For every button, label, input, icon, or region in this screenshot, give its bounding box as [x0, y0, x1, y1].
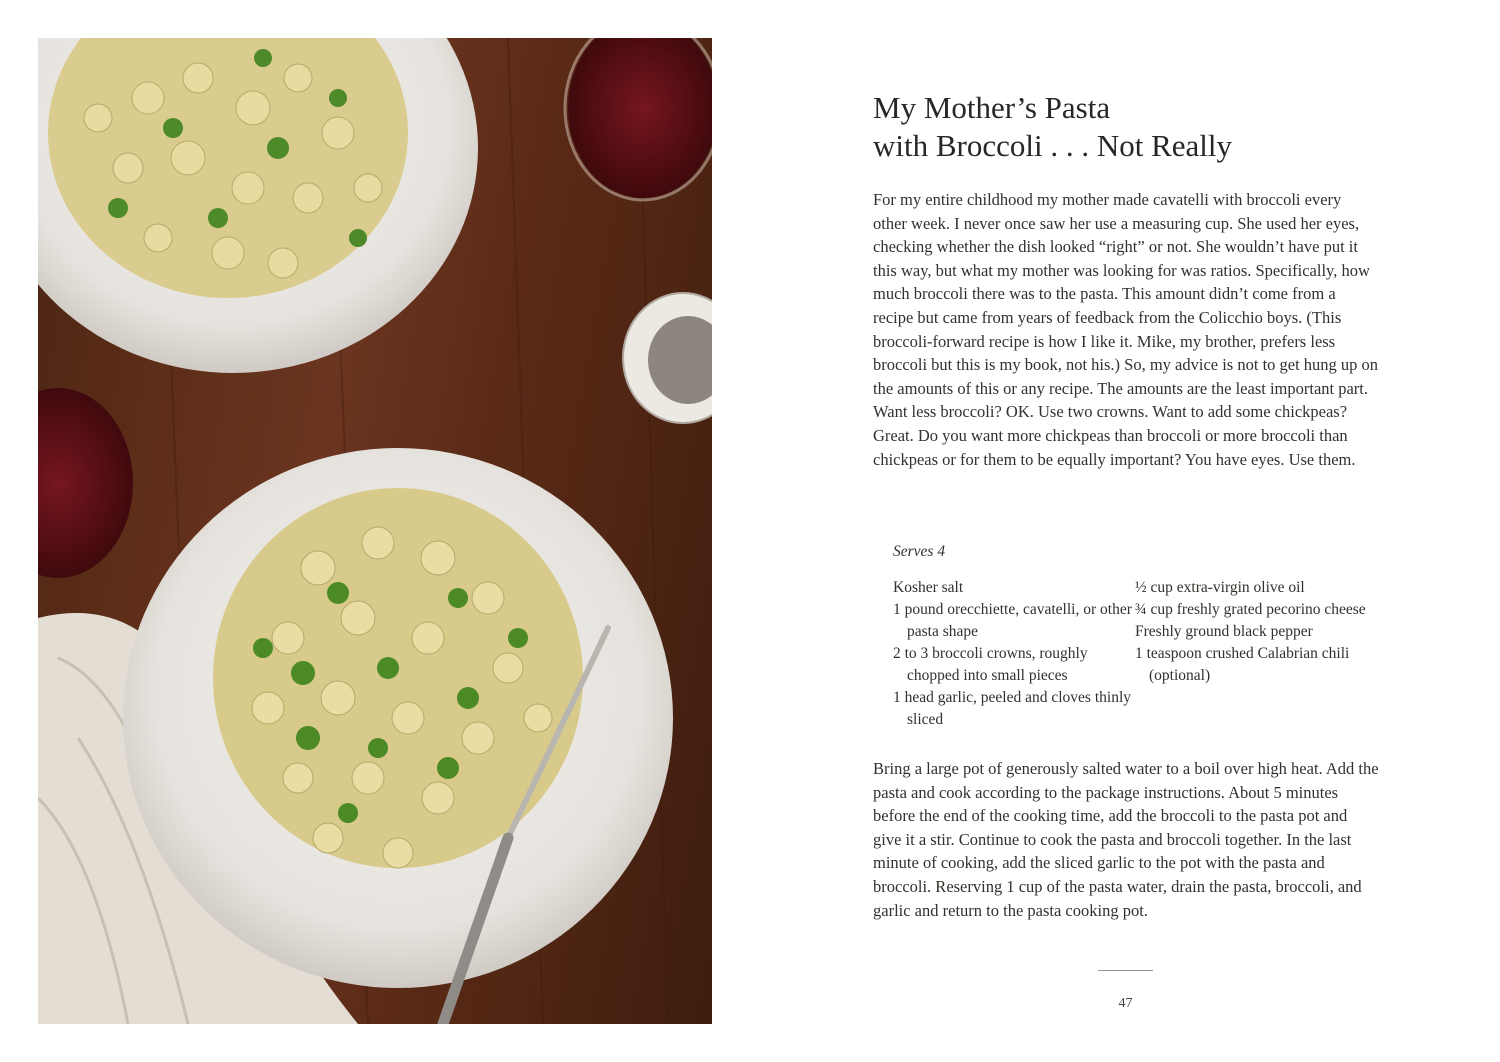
- ingredient-item: Freshly ground black pepper: [1135, 623, 1313, 640]
- serves-label: Serves 4: [893, 543, 946, 560]
- ingredient-item: ½ cup extra-virgin olive oil: [1135, 579, 1305, 596]
- recipe-title-line-2: with Broccoli . . . Not Really: [873, 128, 1233, 163]
- ingredient-item: 2 to 3 broccoli crowns, roughly chopped into small pieces: [893, 645, 1088, 684]
- pasta-bowls-illustration: [38, 38, 712, 1024]
- ingredient-item: ¾ cup freshly grated pecorino cheese: [1135, 601, 1366, 618]
- recipe-method: Bring a large pot of generously salted water to a boil over high heat. Add the pasta and cook according to the package instructions. About 5 minutes before the end of the cooking time, add the broccoli to the pasta pot and give it a stir. Continue to cook the pasta and broccoli together. In the last minute of cooking, add the sliced garlic to the pot with the pasta and broccoli. Reserving 1 cup of the pasta water, drain the pasta, broccoli, and garlic and return to the pasta cooking pot.: [873, 759, 1379, 920]
- top-bowl: [38, 38, 478, 373]
- ingredient-item: 1 head garlic, peeled and cloves thinly sliced: [893, 689, 1132, 728]
- ingredients-right-column: [1135, 577, 1375, 687]
- recipe-title: [873, 89, 1232, 165]
- page-number: 47: [1118, 996, 1133, 1011]
- ingredient-item: 1 pound orecchiette, cavatelli, or other pasta shape: [893, 601, 1132, 640]
- recipe-title-line-1: My Mother’s Pasta: [873, 90, 1111, 125]
- ingredient-item: Kosher salt: [893, 579, 964, 596]
- recipe-photo: [38, 38, 712, 1024]
- page-divider: [1098, 970, 1153, 971]
- ingredient-item: 1 teaspoon crushed Calabrian chili (optional): [1135, 645, 1350, 684]
- ingredients-left-column: [893, 577, 1133, 731]
- bottom-bowl: [123, 448, 673, 988]
- recipe-intro: For my entire childhood my mother made cavatelli with broccoli every other week. I never once saw her use a measuring cup. She used her eyes, checking whether the dish looked “right” or not. She wouldn’t have put it this way, but what my mother was looking for was ratios. Specifically, how much broccoli there was to the pasta. This amount didn’t come from a recipe but came from years of feedback from the Colicchio boys. (This broccoli-forward recipe is how I like it. Mike, my brother, prefers less broccoli but this is my book, not his.) So, my advice is not to get hung up on the amounts of this or any recipe. The amounts are the least important part. Want less broccoli? OK. Use two crowns. Want to add some chickpeas? Great. Do you want more chickpeas than broccoli or more broccoli than chickpeas or for them to be equally important? You have eyes. Use them.: [873, 190, 1379, 469]
